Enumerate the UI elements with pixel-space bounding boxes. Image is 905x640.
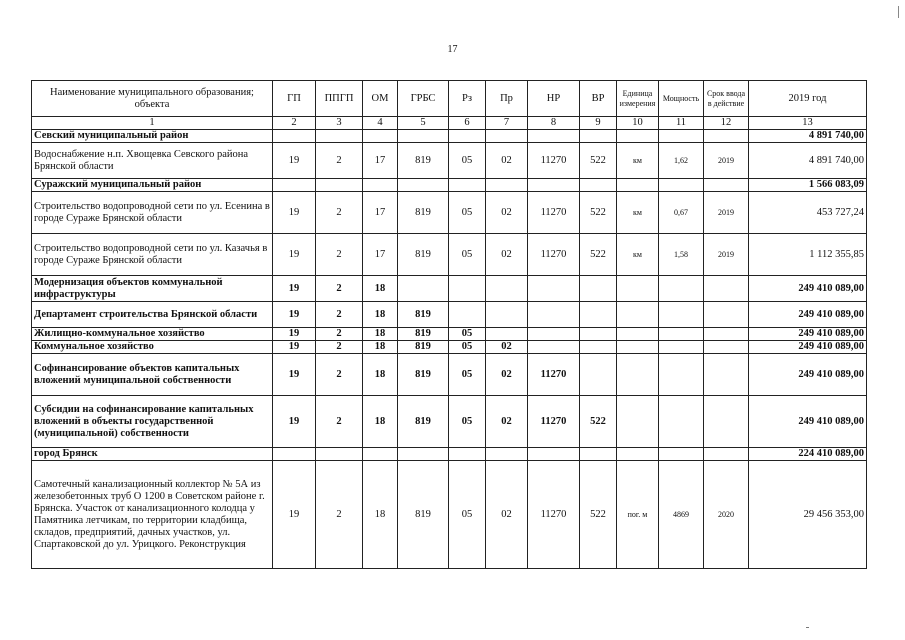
column-number: 9 (580, 117, 617, 130)
code-cell: 19 (273, 354, 316, 396)
code-cell: 11270 (528, 396, 580, 448)
column-number: 3 (316, 117, 363, 130)
object-name-cell: Коммунальное хозяйство (32, 341, 273, 354)
scan-edge-mark (898, 6, 899, 18)
table-row (32, 192, 867, 234)
column-number: 4 (363, 117, 398, 130)
scan-dot (806, 627, 809, 628)
code-cell: 02 (486, 461, 528, 569)
header-cell: Пр (486, 81, 528, 117)
code-cell (486, 302, 528, 328)
code-cell: 2 (316, 341, 363, 354)
code-cell (580, 328, 617, 341)
code-cell (363, 448, 398, 461)
code-cell (659, 130, 704, 143)
code-cell (528, 302, 580, 328)
code-cell: 2 (316, 276, 363, 302)
code-cell (486, 130, 528, 143)
amount-cell: 1 566 083,09 (749, 179, 867, 192)
column-number: 5 (398, 117, 449, 130)
amount-cell: 249 410 089,00 (749, 328, 867, 341)
code-cell: 19 (273, 341, 316, 354)
code-cell: 18 (363, 302, 398, 328)
column-number: 13 (749, 117, 867, 130)
code-cell (659, 302, 704, 328)
table-body (32, 130, 867, 569)
code-cell (617, 302, 659, 328)
object-name-cell: Севский муниципальный район (32, 130, 273, 143)
table-row (32, 396, 867, 448)
code-cell: км (617, 234, 659, 276)
code-cell: 2 (316, 234, 363, 276)
code-cell (398, 130, 449, 143)
code-cell: 05 (449, 354, 486, 396)
code-cell: 11270 (528, 461, 580, 569)
code-cell (273, 448, 316, 461)
column-number-row (32, 117, 867, 130)
code-cell (704, 179, 749, 192)
code-cell: 17 (363, 234, 398, 276)
code-cell: 2020 (704, 461, 749, 569)
column-number: 8 (528, 117, 580, 130)
code-cell (528, 341, 580, 354)
object-name-cell: Строительство водопроводной сети по ул. Есенина в городе Сураже Брянской области (32, 192, 273, 234)
code-cell (704, 396, 749, 448)
code-cell: пог. м (617, 461, 659, 569)
object-name-cell: Самотечный канализационный коллектор № 5А из железобетонных труб О 1200 в Советском районе г. Брянска. Участок от канализационного колодца у Памятника летчикам, по территории кладбища, складов, предприятий, дачных участков, ул. Спартаковской до ул. Урицкого. Реконструкция (32, 461, 273, 569)
code-cell (449, 448, 486, 461)
code-cell (580, 448, 617, 461)
table-row (32, 143, 867, 179)
code-cell (486, 276, 528, 302)
table-row (32, 276, 867, 302)
code-cell (528, 328, 580, 341)
code-cell (659, 328, 704, 341)
code-cell: 18 (363, 354, 398, 396)
table-row (32, 461, 867, 569)
table-row (32, 448, 867, 461)
code-cell: 522 (580, 396, 617, 448)
header-cell: Наименование муниципального образования; объекта (32, 81, 273, 117)
code-cell: 0,67 (659, 192, 704, 234)
code-cell (528, 179, 580, 192)
code-cell: 02 (486, 234, 528, 276)
code-cell (580, 341, 617, 354)
code-cell: 819 (398, 354, 449, 396)
code-cell: 02 (486, 396, 528, 448)
table-row (32, 179, 867, 192)
code-cell (704, 354, 749, 396)
code-cell (316, 448, 363, 461)
table-row (32, 341, 867, 354)
code-cell (617, 276, 659, 302)
code-cell (449, 302, 486, 328)
code-cell (273, 130, 316, 143)
object-name-cell: Модернизация объектов коммунальной инфраструктуры (32, 276, 273, 302)
code-cell: 2 (316, 302, 363, 328)
code-cell (659, 448, 704, 461)
header-cell: ГРБС (398, 81, 449, 117)
code-cell (617, 354, 659, 396)
object-name-cell: Субсидии на софинансирование капитальных вложений в объекты государственной (муниципальной) собственности (32, 396, 273, 448)
code-cell (273, 179, 316, 192)
header-cell: Рз (449, 81, 486, 117)
table-row (32, 234, 867, 276)
object-name-cell: Департамент строительства Брянской области (32, 302, 273, 328)
code-cell: 11270 (528, 354, 580, 396)
amount-cell: 4 891 740,00 (749, 143, 867, 179)
column-number: 1 (32, 117, 273, 130)
amount-cell: 1 112 355,85 (749, 234, 867, 276)
code-cell (704, 302, 749, 328)
code-cell: 19 (273, 276, 316, 302)
code-cell: 819 (398, 234, 449, 276)
object-name-cell: Водоснабжение н.п. Хвощевка Севского района Брянской области (32, 143, 273, 179)
code-cell (659, 341, 704, 354)
code-cell (659, 396, 704, 448)
code-cell (398, 448, 449, 461)
code-cell (704, 328, 749, 341)
code-cell: 2 (316, 354, 363, 396)
header-cell: Мощность (659, 81, 704, 117)
code-cell: 05 (449, 192, 486, 234)
code-cell (398, 276, 449, 302)
code-cell (449, 276, 486, 302)
table-row (32, 302, 867, 328)
code-cell: 2019 (704, 192, 749, 234)
code-cell: 02 (486, 143, 528, 179)
code-cell (580, 130, 617, 143)
code-cell (580, 354, 617, 396)
code-cell (449, 130, 486, 143)
header-cell: ППГП (316, 81, 363, 117)
code-cell: 19 (273, 192, 316, 234)
amount-cell: 29 456 353,00 (749, 461, 867, 569)
object-name-cell: Строительство водопроводной сети по ул. Казачья в городе Сураже Брянской области (32, 234, 273, 276)
code-cell: 18 (363, 276, 398, 302)
object-name-cell: Софинансирование объектов капитальных вложений муниципальной собственности (32, 354, 273, 396)
code-cell: 1,62 (659, 143, 704, 179)
header-cell: Срок ввода в действие (704, 81, 749, 117)
code-cell: 18 (363, 328, 398, 341)
code-cell: 522 (580, 461, 617, 569)
header-cell: 2019 год (749, 81, 867, 117)
code-cell (704, 130, 749, 143)
amount-cell: 249 410 089,00 (749, 341, 867, 354)
column-number: 10 (617, 117, 659, 130)
object-name-cell: Суражский муниципальный район (32, 179, 273, 192)
header-row (32, 81, 867, 117)
code-cell: 522 (580, 143, 617, 179)
code-cell (449, 179, 486, 192)
budget-table (31, 80, 867, 569)
header-cell: ВР (580, 81, 617, 117)
header-cell: ОМ (363, 81, 398, 117)
amount-cell: 249 410 089,00 (749, 396, 867, 448)
code-cell: 18 (363, 461, 398, 569)
code-cell (617, 396, 659, 448)
code-cell (580, 276, 617, 302)
code-cell: 05 (449, 328, 486, 341)
code-cell (486, 448, 528, 461)
page-number: 17 (447, 44, 458, 55)
code-cell: 19 (273, 396, 316, 448)
column-number: 7 (486, 117, 528, 130)
code-cell: км (617, 143, 659, 179)
code-cell: 18 (363, 341, 398, 354)
code-cell: 05 (449, 461, 486, 569)
code-cell (363, 179, 398, 192)
code-cell: 11270 (528, 143, 580, 179)
code-cell (659, 276, 704, 302)
column-number: 6 (449, 117, 486, 130)
code-cell (398, 179, 449, 192)
code-cell: км (617, 192, 659, 234)
code-cell (617, 341, 659, 354)
object-name-cell: Жилищно-коммунальное хозяйство (32, 328, 273, 341)
code-cell: 2 (316, 396, 363, 448)
header-cell: ГП (273, 81, 316, 117)
code-cell: 17 (363, 143, 398, 179)
code-cell: 05 (449, 396, 486, 448)
code-cell: 2 (316, 143, 363, 179)
amount-cell: 249 410 089,00 (749, 276, 867, 302)
code-cell (704, 341, 749, 354)
code-cell: 05 (449, 234, 486, 276)
code-cell: 1,58 (659, 234, 704, 276)
code-cell: 05 (449, 143, 486, 179)
code-cell: 2 (316, 192, 363, 234)
code-cell: 819 (398, 192, 449, 234)
code-cell (580, 179, 617, 192)
code-cell (617, 130, 659, 143)
amount-cell: 249 410 089,00 (749, 302, 867, 328)
header-cell: Единица измерения (617, 81, 659, 117)
amount-cell: 224 410 089,00 (749, 448, 867, 461)
code-cell: 11270 (528, 234, 580, 276)
column-number: 11 (659, 117, 704, 130)
code-cell (528, 276, 580, 302)
code-cell (528, 130, 580, 143)
code-cell (486, 328, 528, 341)
table-row (32, 328, 867, 341)
code-cell: 819 (398, 461, 449, 569)
amount-cell: 249 410 089,00 (749, 354, 867, 396)
code-cell: 2019 (704, 234, 749, 276)
amount-cell: 4 891 740,00 (749, 130, 867, 143)
code-cell (704, 448, 749, 461)
column-number: 12 (704, 117, 749, 130)
code-cell (316, 130, 363, 143)
code-cell: 02 (486, 354, 528, 396)
code-cell: 522 (580, 234, 617, 276)
code-cell: 522 (580, 192, 617, 234)
column-number: 2 (273, 117, 316, 130)
code-cell: 819 (398, 396, 449, 448)
code-cell: 02 (486, 341, 528, 354)
code-cell: 19 (273, 143, 316, 179)
table-row (32, 354, 867, 396)
header-cell: НР (528, 81, 580, 117)
code-cell: 02 (486, 192, 528, 234)
code-cell: 2019 (704, 143, 749, 179)
code-cell: 4869 (659, 461, 704, 569)
code-cell (363, 130, 398, 143)
code-cell: 819 (398, 143, 449, 179)
object-name-cell: город Брянск (32, 448, 273, 461)
code-cell: 17 (363, 192, 398, 234)
code-cell: 19 (273, 461, 316, 569)
code-cell: 19 (273, 328, 316, 341)
code-cell (704, 276, 749, 302)
code-cell (528, 448, 580, 461)
code-cell (580, 302, 617, 328)
code-cell: 19 (273, 302, 316, 328)
code-cell: 2 (316, 461, 363, 569)
code-cell: 19 (273, 234, 316, 276)
code-cell (659, 354, 704, 396)
code-cell: 819 (398, 341, 449, 354)
code-cell: 819 (398, 328, 449, 341)
code-cell: 11270 (528, 192, 580, 234)
code-cell: 819 (398, 302, 449, 328)
code-cell (316, 179, 363, 192)
code-cell (617, 328, 659, 341)
code-cell: 18 (363, 396, 398, 448)
code-cell: 2 (316, 328, 363, 341)
code-cell (659, 179, 704, 192)
code-cell (486, 179, 528, 192)
table-row (32, 130, 867, 143)
amount-cell: 453 727,24 (749, 192, 867, 234)
code-cell (617, 448, 659, 461)
code-cell: 05 (449, 341, 486, 354)
code-cell (617, 179, 659, 192)
